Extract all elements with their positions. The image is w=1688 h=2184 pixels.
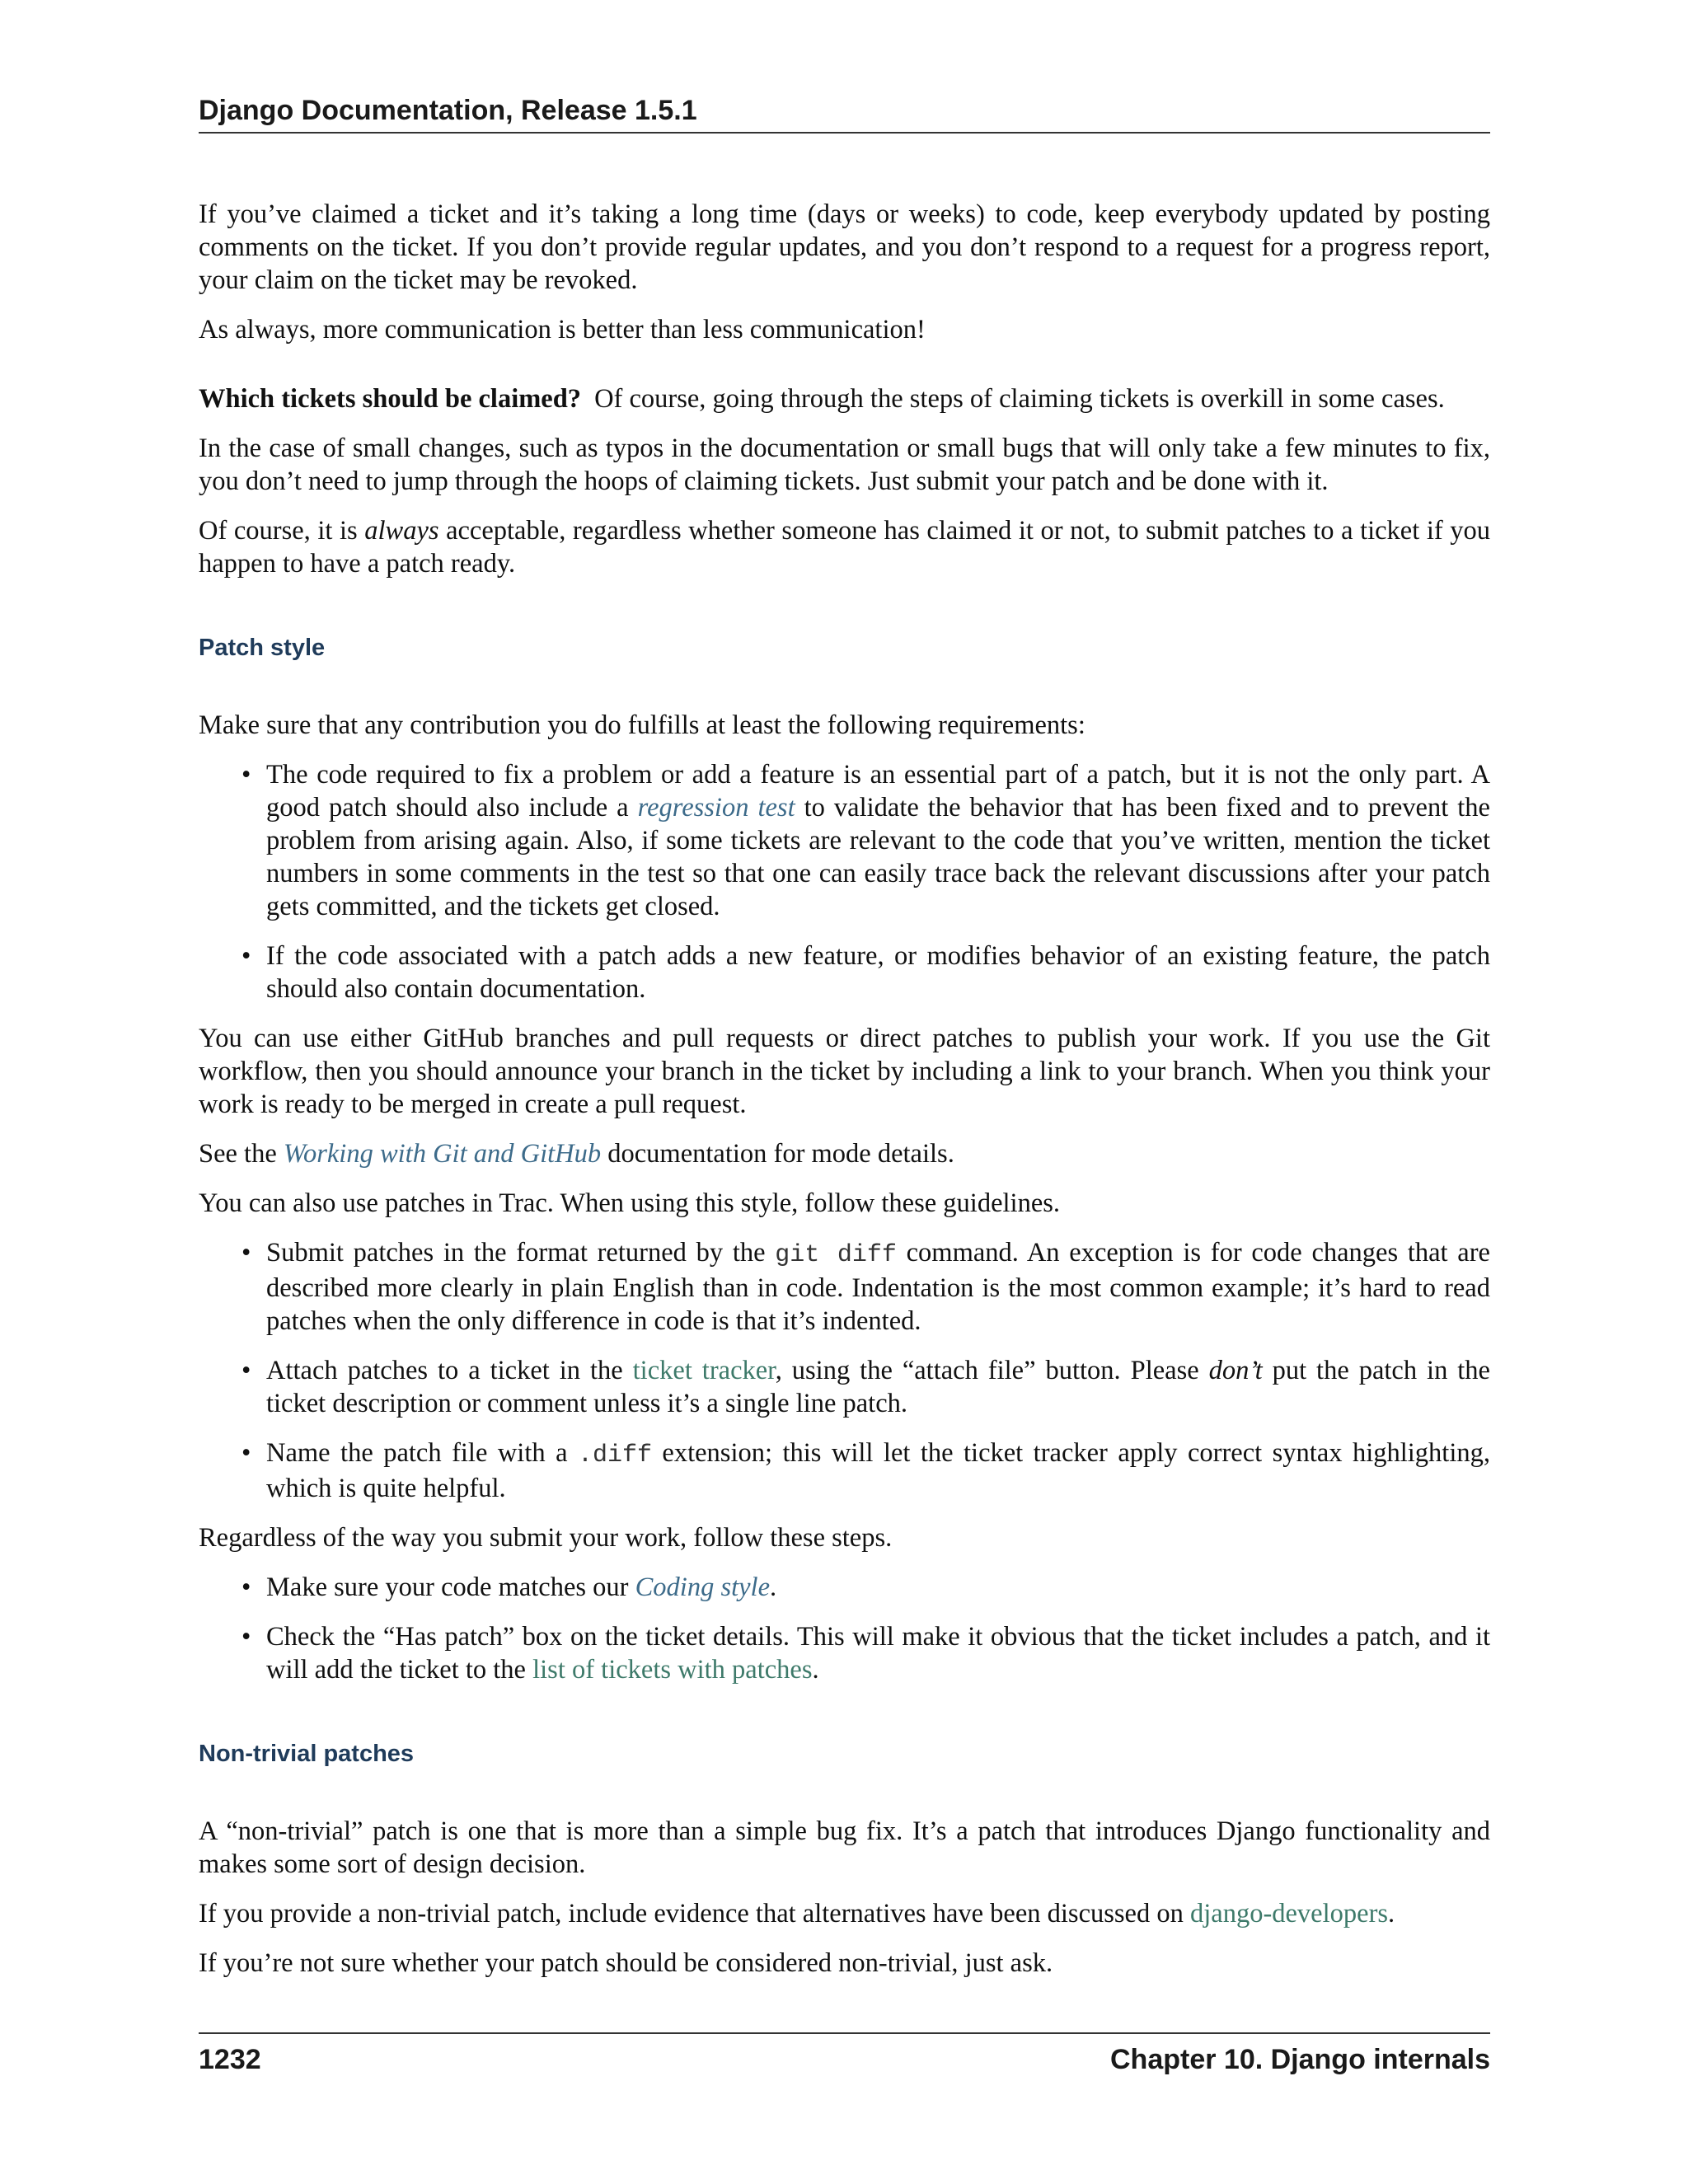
- text-run: command. An exception is for code changes that are described more clearly in plain English than in code. Indentation is the most common example; it’s hard to read patches when the only difference in code is that it’s indented.: [266, 1238, 1490, 1336]
- which-tickets-heading: Which tickets should be claimed?: [199, 384, 582, 414]
- list-item: • If the code associated with a patch adds a new feature, or modifies behavior of an existing feature, the patch should also contain documentation.: [266, 940, 1490, 1005]
- intro-paragraph: If you’ve claimed a ticket and it’s taking a long time (days or weeks) to code, keep everybody updated by posting comments on the ticket. If you don’t provide regular updates, and you don’t respond to a request for a progress report, your claim on the ticket may be revoked.: [199, 199, 1490, 295]
- chapter-title: Chapter 10. Django internals: [1110, 2044, 1490, 2075]
- text-run: .: [812, 1655, 819, 1685]
- django-developers-link[interactable]: django-developers: [1189, 1899, 1389, 1929]
- ticket-tracker-link[interactable]: ticket tracker: [632, 1356, 776, 1385]
- see-docs-paragraph: [199, 1137, 1490, 1170]
- list-item: [266, 1354, 1490, 1420]
- small-changes-paragraph: In the case of small changes, such as typos in the documentation or small bugs that will only take a few minutes to fix, you don’t need to jump through the hoops of claiming tickets. Just submit your patch and be done with it.: [199, 434, 1490, 496]
- requirements-intro: Make sure that any contribution you do fulfills at least the following requirements:: [199, 710, 1085, 740]
- text-run: Check the “Has patch” box on the ticket details. This will make it obvious that the ticket includes a patch, and it will add the ticket to the: [266, 1622, 1490, 1685]
- text-run: put the patch in the ticket description or comment unless it’s a single line patch.: [266, 1356, 1490, 1418]
- non-trivial-ask: If you’re not sure whether your patch should be considered non-trivial, just ask.: [199, 1948, 1053, 1978]
- text-run: The code required to fix a problem or add a feature is an essential part of a patch, but it is not the only part. A good patch should also include a: [266, 760, 1490, 823]
- text-run: Name the patch file with a: [266, 1438, 578, 1468]
- emphasis-dont: don’t: [1208, 1356, 1263, 1385]
- text-run: Of course, it is: [199, 516, 365, 546]
- list-item: [266, 1571, 1490, 1604]
- regression-test-link[interactable]: regression test: [637, 793, 795, 823]
- git-diff-code: git diff: [775, 1241, 897, 1269]
- working-with-git-link[interactable]: Working with Git and GitHub: [283, 1139, 602, 1169]
- which-tickets-lead: Of course, going through the steps of claiming tickets is overkill in some cases.: [594, 384, 1445, 414]
- list-item: [266, 758, 1490, 923]
- patch-style-heading: Patch style: [199, 635, 326, 661]
- running-header: Django Documentation, Release 1.5.1: [199, 89, 1490, 134]
- requirements-list: [199, 758, 1490, 1005]
- which-tickets-paragraph: [199, 382, 1490, 415]
- text-run: .: [770, 1572, 777, 1602]
- intro-paragraph: As always, more communication is better than less communication!: [199, 315, 926, 344]
- text-run: .: [1388, 1899, 1395, 1929]
- text-run: Attach patches to a ticket in the: [266, 1356, 633, 1385]
- list-item: [266, 1236, 1490, 1338]
- non-trivial-definition: A “non-trivial” patch is one that is more than a simple bug fix. It’s a patch that introduces Django functionality and makes some sort of design decision.: [199, 1816, 1490, 1879]
- coding-style-link[interactable]: Coding style: [635, 1572, 771, 1602]
- git-workflow-paragraph: You can use either GitHub branches and pull requests or direct patches to publish your work. If you use the Git workflow, then you should announce your branch in the ticket by including a link to your branch. When you think your work is ready to be merged in create a pull request.: [199, 1024, 1490, 1119]
- always-acceptable-paragraph: [199, 514, 1490, 580]
- text-run: extension; this will let the ticket tracker apply correct syntax highlighting, which is quite helpful.: [266, 1438, 1490, 1503]
- emphasis-always: always: [364, 516, 439, 546]
- non-trivial-heading: Non-trivial patches: [199, 1741, 415, 1767]
- trac-intro-paragraph: You can also use patches in Trac. When using this style, follow these guidelines.: [199, 1188, 1061, 1218]
- text-run: Submit patches in the format returned by the: [266, 1238, 776, 1268]
- steps-list: [199, 1571, 1490, 1686]
- tickets-with-patches-link[interactable]: list of tickets with patches: [532, 1655, 813, 1685]
- text-run: If you provide a non-trivial patch, include evidence that alternatives have been discussed on: [199, 1899, 1190, 1929]
- text-run: to validate the behavior that has been fixed and to prevent the problem from arising again. Also, if some tickets are relevant to the code that you’ve written, mention the ticket numbers in some comments in the test so that one can easily trace back the relevant discussions after your patch gets committed, and the tickets get closed.: [266, 793, 1490, 921]
- page-content: [199, 198, 1490, 1996]
- regardless-paragraph: Regardless of the way you submit your work, follow these steps.: [199, 1523, 893, 1553]
- text-run: Make sure your code matches our: [266, 1572, 635, 1602]
- text-run: documentation for mode details.: [601, 1139, 954, 1169]
- running-footer: [199, 2032, 1490, 2085]
- diff-extension-code: .diff: [577, 1441, 652, 1469]
- trac-guidelines-list: [199, 1236, 1490, 1505]
- list-item: [266, 1436, 1490, 1505]
- non-trivial-evidence: [199, 1897, 1490, 1930]
- text-run: acceptable, regardless whether someone has claimed it or not, to submit patches to a ticket if you happen to have a patch ready.: [199, 516, 1490, 579]
- text-run: See the: [199, 1139, 284, 1169]
- text-run: , using the “attach file” button. Please: [775, 1356, 1209, 1385]
- page-number: 1232: [199, 2044, 261, 2075]
- document-page: [199, 0, 1490, 2184]
- list-item: [266, 1620, 1490, 1686]
